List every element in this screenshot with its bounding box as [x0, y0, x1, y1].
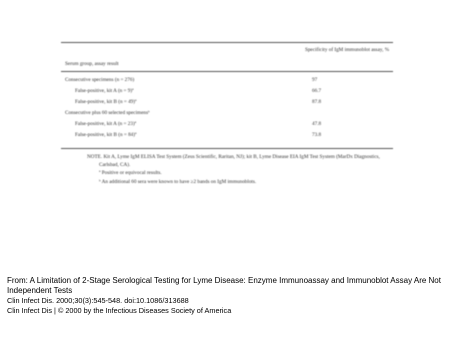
table-row	[61, 110, 393, 121]
row-label: False-positive, kit B (n = 84)ª	[75, 132, 137, 138]
row-label: False-positive, kit A (n = 9)ª	[75, 88, 134, 94]
table-row	[61, 99, 393, 110]
citation-copyright: Clin Infect Dis | © 2000 by the Infectious Diseases Society of America	[7, 306, 232, 315]
table-figure	[61, 36, 393, 240]
note-text: Kit A, Lyme IgM ELISA Test System (Zeus Scientific, Raritan, NJ); kit B, Lyme Disease EIA IgM Test System (MarDx Diagnostics, Carlsbad, CA).	[99, 154, 380, 168]
row-label: Consecutive plus 60 selected specimensᵇ	[65, 110, 150, 116]
table-top-rule	[61, 42, 393, 43]
table-row	[61, 77, 393, 88]
footnote-a: ª Positive or equivocal results.	[99, 170, 162, 177]
row-value: 87.8	[312, 99, 322, 105]
note-lead: NOTE.	[87, 154, 103, 160]
column-header-serum-group: Serum group, assay result	[65, 61, 119, 67]
table-row	[61, 121, 393, 132]
row-value: 73.8	[312, 132, 322, 138]
citation-block	[7, 276, 447, 316]
citation-reference: Clin Infect Dis. 2000;30(3):545-548. doi:10.1086/313688	[7, 296, 189, 305]
row-value: 97	[312, 77, 318, 83]
table-bottom-rule	[61, 148, 393, 149]
note-paragraph	[87, 154, 387, 169]
row-label: Consecutive specimens (n = 276)	[65, 77, 135, 83]
header-rule	[61, 71, 393, 72]
table-notes	[87, 154, 387, 187]
row-label: False-positive, kit B (n = 49)ª	[75, 99, 137, 105]
footnote-b: ᵇ An additional 60 sera were known to have ≥2 bands on IgM immunoblots.	[99, 178, 257, 185]
row-value: 66.7	[312, 88, 322, 94]
column-header-specificity: Specificity of IgM immunoblot assay, %	[304, 47, 390, 53]
table-row	[61, 132, 393, 143]
citation-from: From: A Limitation of 2-Stage Serological Testing for Lyme Disease: Enzyme Immunoassay and Immunoblot Assay Are Not Independent Tests	[7, 276, 441, 295]
row-label: False-positive, kit A (n = 23)ª	[75, 121, 137, 127]
row-value: 47.8	[312, 121, 322, 127]
table-row	[61, 88, 393, 99]
